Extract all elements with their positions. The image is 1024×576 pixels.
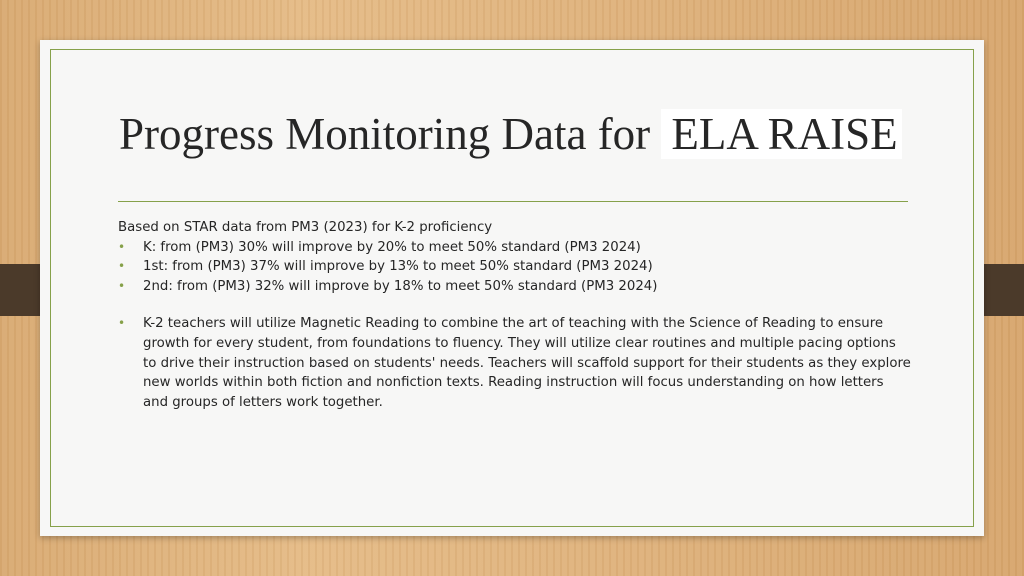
strategy-paragraph-text: K-2 teachers will utilize Magnetic Reading to combine the art of teaching with the Science of Reading to ensure growth for every student, from foundations to fluency. They will utilize clear routines and multiple pacing options to drive their instruction based on students' needs. Teachers will scaffold support for their students as they explore new worlds within both fiction and nonfiction texts. Reading instruction will focus understanding on how letters and groups of letters work together. — [143, 316, 911, 410]
bullet-text: 1st: from (PM3) 37% will improve by 13% to meet 50% standard (PM3 2024) — [143, 259, 653, 275]
bullet-icon: • — [118, 259, 126, 274]
spacer — [118, 296, 918, 314]
slide-title — [119, 106, 902, 162]
title-main-text: Progress Monitoring Data for — [119, 109, 662, 159]
title-divider — [118, 201, 908, 202]
bullet-item-kindergarten — [118, 238, 918, 258]
proficiency-goal-list — [118, 238, 918, 297]
title-highlight-text: ELA RAISE — [661, 109, 901, 159]
bullet-item-second-grade — [118, 277, 918, 297]
slide-paper — [40, 40, 984, 536]
bullet-icon: • — [118, 278, 126, 293]
bullet-text: 2nd: from (PM3) 32% will improve by 18% to meet 50% standard (PM3 2024) — [143, 278, 658, 294]
strategy-paragraph — [118, 314, 918, 412]
bullet-text: K: from (PM3) 30% will improve by 20% to meet 50% standard (PM3 2024) — [143, 239, 641, 255]
intro-text: Based on STAR data from PM3 (2023) for K-2 proficiency — [118, 220, 493, 235]
bullet-item-first-grade — [118, 257, 918, 277]
bullet-icon: • — [118, 239, 126, 254]
slide-body — [118, 218, 918, 412]
bullet-icon: • — [118, 316, 126, 331]
